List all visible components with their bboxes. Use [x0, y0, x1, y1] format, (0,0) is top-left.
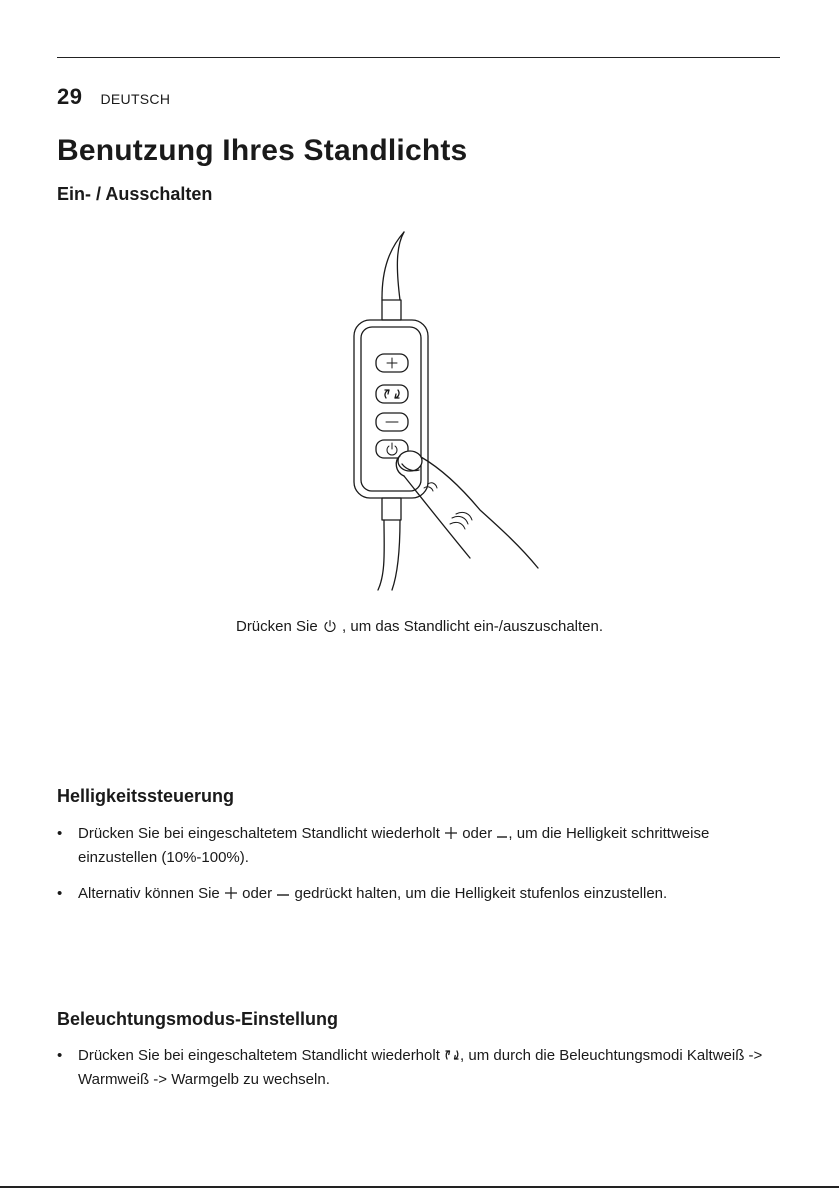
- section-heading-brightness: Helligkeitssteuerung: [57, 786, 235, 806]
- mode-cycle-icon: [444, 1048, 460, 1062]
- caption-text-before: Drücken Sie: [235, 618, 318, 635]
- plus-icon: [444, 826, 458, 840]
- plus-button: [376, 354, 408, 372]
- page-header: [57, 84, 170, 110]
- brightness-bullet-1-text-a: Drücken Sie bei eingeschaltetem Standlicht wiederholt: [78, 825, 440, 842]
- minus-icon: [496, 826, 508, 840]
- plus-icon: [224, 886, 238, 900]
- mode-bullet-1-text-b: , um durch die Beleuchtungsmodi Kaltweiß -> Warmweiß -> Warmgelb zu wechseln.: [78, 1047, 763, 1088]
- brightness-bullet-1-or: oder: [462, 825, 493, 842]
- brightness-bullet-2-text-a: Alternativ können Sie: [78, 885, 220, 902]
- brightness-bullet-1-text-b: , um die Helligkeit schrittweise einzustellen (10%-100%).: [78, 825, 710, 866]
- cable-top: [382, 232, 404, 298]
- brightness-bullet-2-text-b: gedrückt halten, um die Helligkeit stufenlos einzustellen.: [294, 885, 668, 902]
- cable-bottom: [378, 520, 384, 590]
- minus-button: [376, 413, 408, 431]
- section-heading-mode: Beleuchtungsmodus-Einstellung: [57, 1009, 339, 1029]
- strain-relief-bottom: [382, 498, 401, 520]
- minus-icon: [276, 886, 290, 900]
- strain-relief-top: [382, 300, 401, 320]
- language-label: DEUTSCH: [100, 91, 171, 107]
- finger-icon: [396, 451, 538, 568]
- list-item: • Alternativ können Sie oder gedrückt halten, um die Helligkeit stufenlos einzustellen.: [57, 885, 668, 902]
- list-item: • Drücken Sie bei eingeschaltetem Standlicht wiederholt , um durch die Beleuchtungsmodi Kaltweiß -> Warmweiß -> Warmgelb zu wechseln.: [57, 1047, 763, 1088]
- brightness-bullet-list: [57, 822, 787, 918]
- mode-bullet-list: [57, 1044, 787, 1104]
- section-heading-power: Ein- / Ausschalten: [57, 184, 213, 204]
- controller-body: [354, 320, 428, 498]
- header-rule: [57, 57, 780, 58]
- mode-button: [376, 385, 408, 403]
- remote-controller-illustration: [320, 228, 560, 596]
- caption-text-after: , um das Standlicht ein-/auszuschalten.: [342, 618, 604, 635]
- power-icon: [323, 619, 337, 633]
- list-item: • Drücken Sie bei eingeschaltetem Standlicht wiederholt oder , um die Helligkeit schrittweise einzustellen (10%-100%).: [57, 825, 710, 866]
- mode-bullet-1-text-a: Drücken Sie bei eingeschaltetem Standlicht wiederholt: [78, 1047, 440, 1064]
- page-title: Benutzung Ihres Standlichts: [57, 134, 468, 167]
- power-caption: [0, 618, 839, 635]
- page-number: 29: [57, 84, 83, 109]
- brightness-bullet-2-or: oder: [242, 885, 273, 902]
